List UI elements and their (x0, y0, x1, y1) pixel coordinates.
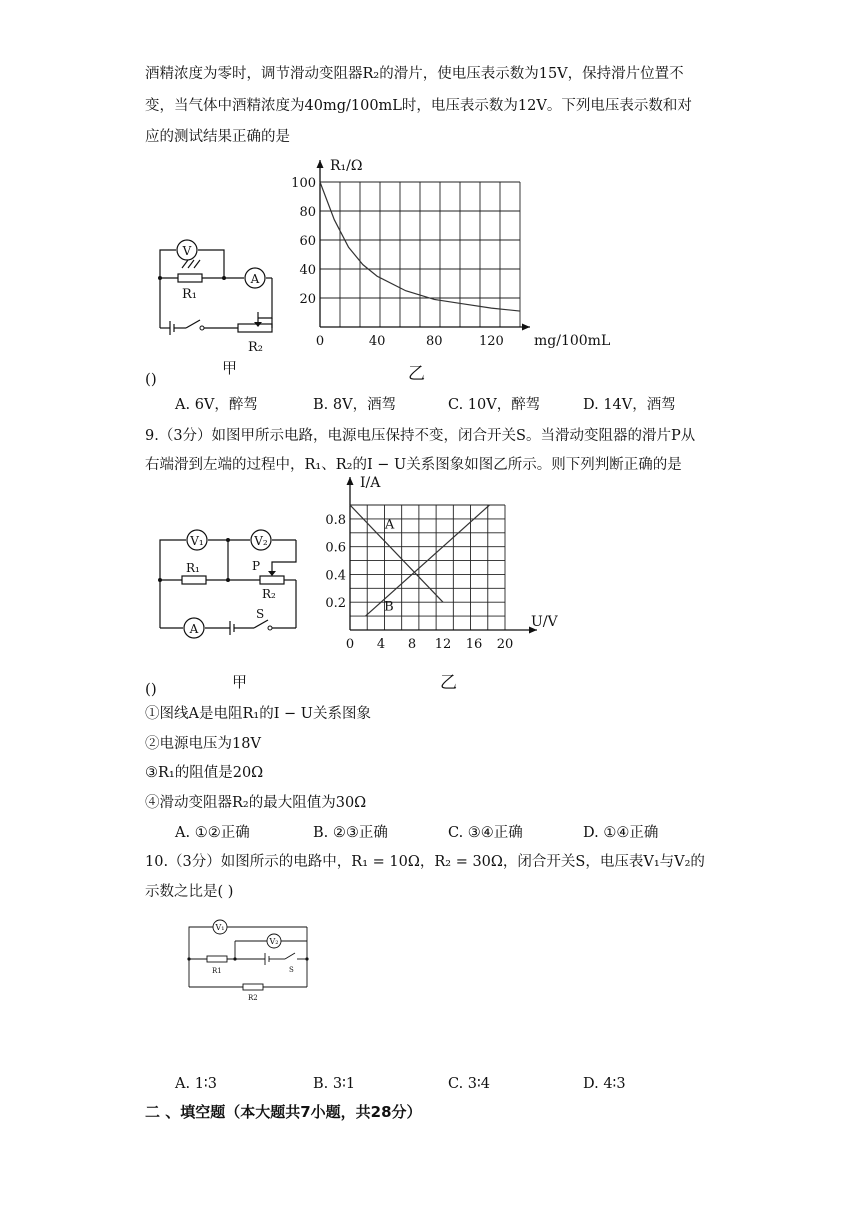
q8-option-d[interactable]: D. 14V，酒驾 (583, 397, 676, 413)
q9-line-2: 右端滑到左端的过程中，R₁、R₂的I − U关系图象如图乙所示。则下列判断正确的是 (145, 457, 682, 473)
q9-p-label: P (252, 559, 261, 573)
q9-option-b[interactable]: B. ②③正确 (313, 825, 388, 841)
q8-voltmeter-label: V (182, 244, 192, 258)
q8-circuit-diagram (150, 230, 290, 355)
q8-option-c[interactable]: C. 10V，醉驾 (448, 397, 541, 413)
q8-chart-y-axis-label: R₁/Ω (330, 158, 363, 174)
q9-chart-y-arrow (347, 477, 354, 485)
q9-chart-y-tick-label: 0.4 (325, 568, 346, 584)
q9-chart-y-tick-label: 0.6 (325, 540, 346, 556)
q9-option-d[interactable]: D. ①④正确 (583, 825, 659, 841)
q8-chart-y-tick-label: 60 (299, 234, 316, 249)
q10-option-a[interactable]: A. 1∶3 (175, 1076, 217, 1092)
q9-fig-jia-label: 甲 (232, 673, 248, 691)
q10-v2-label: V₂ (269, 937, 279, 946)
q8-answer-paren: () (145, 370, 157, 388)
q8-chart-y-tick-label: 100 (291, 176, 316, 191)
q9-chart-x-tick-label: 20 (496, 637, 514, 652)
q8-chart-y-tick-label: 80 (299, 205, 316, 220)
q9-circuit-diagram (150, 528, 310, 648)
q8-ammeter-label: A (250, 272, 260, 286)
q8-chart-x-tick-label: 0 (315, 334, 325, 349)
q8-line-3: 应的测试结果正确的是 (145, 129, 290, 145)
q8-chart (285, 152, 615, 352)
q8-chart-x-arrow (522, 324, 530, 331)
q8-chart-y-arrow (317, 160, 324, 168)
q8-line-1: 酒精浓度为零时，调节滑动变阻器R₂的滑片，使电压表示数为15V，保持滑片位置不 (145, 66, 684, 82)
q8-option-b[interactable]: B. 8V，酒驾 (313, 397, 397, 413)
q9-chart-x-tick-label: 4 (376, 637, 386, 652)
q9-answer-paren: () (145, 680, 157, 698)
q10-r2-label: R2 (248, 994, 258, 1002)
q9-r1-label: R₁ (186, 561, 200, 575)
q9-switch-label: S (256, 607, 265, 621)
q10-line-1: 10.（3分）如图所示的电路中，R₁ = 10Ω，R₂ = 30Ω，闭合开关S，电压表V₁与V₂的 (145, 854, 705, 870)
q10-switch-label: S (289, 966, 294, 974)
q9-chart-y-axis-label: I/A (360, 475, 381, 491)
q8-chart-y-tick-label: 20 (299, 292, 316, 307)
q9-statement-1: ①图线A是电阻R₁的I − U关系图象 (145, 706, 372, 722)
q9-chart-y-tick-label: 0.8 (325, 512, 346, 528)
q10-line-2: 示数之比是( ) (145, 884, 234, 900)
q9-v1-label: V₁ (190, 534, 204, 548)
q9-chart-x-tick-label: 16 (465, 637, 483, 652)
q8-r2-label: R₂ (248, 340, 263, 355)
q8-line-2: 变，当气体中酒精浓度为40mg/100mL时，电压表示数为12V。下列电压表示数和对 (145, 98, 692, 114)
q9-option-c[interactable]: C. ③④正确 (448, 825, 523, 841)
q9-line-1: 9.（3分）如图甲所示电路，电源电压保持不变，闭合开关S。当滑动变阻器的滑片P从 (145, 428, 696, 444)
q9-v2-label: V₂ (254, 534, 268, 548)
q10-circuit-diagram (185, 915, 315, 1005)
section-2-heading: 二 、填空题（本大题共7小题，共28分） (145, 1103, 422, 1121)
q10-option-b[interactable]: B. 3∶1 (313, 1076, 356, 1092)
q8-chart-x-tick-label: 80 (426, 334, 443, 349)
q9-ammeter-label: A (189, 622, 199, 636)
q8-chart-x-tick-label: 120 (479, 334, 504, 349)
q9-series-b-label: B (384, 599, 394, 615)
q9-r2-label: R₂ (262, 587, 276, 601)
q9-series-a-label: A (384, 517, 395, 533)
q9-statement-2: ②电源电压为18V (145, 736, 261, 752)
q8-chart-x-axis-label: mg/100mL (534, 333, 611, 349)
q10-option-c[interactable]: C. 3∶4 (448, 1076, 491, 1092)
q8-chart-x-tick-label: 40 (368, 334, 386, 349)
q10-option-d[interactable]: D. 4∶3 (583, 1076, 626, 1092)
q9-option-a[interactable]: A. ①②正确 (175, 825, 250, 841)
q9-chart-x-tick-label: 0 (345, 637, 355, 652)
q9-statement-4: ④滑动变阻器R₂的最大阻值为30Ω (145, 795, 367, 811)
q9-statement-3: ③R₁的阻值是20Ω (145, 765, 264, 781)
q9-chart (318, 475, 558, 668)
q8-r1-label: R₁ (182, 287, 197, 302)
q10-r1-label: R1 (212, 967, 222, 975)
q8-option-a[interactable]: A. 6V，醉驾 (175, 397, 258, 413)
q8-fig-yi-label: 乙 (408, 364, 425, 384)
q9-fig-yi-label: 乙 (440, 673, 457, 693)
q9-chart-x-tick-label: 12 (434, 637, 452, 652)
q9-chart-x-tick-label: 8 (407, 637, 417, 652)
q8-chart-y-tick-label: 40 (299, 263, 316, 278)
q9-chart-x-axis-label: U/V (531, 614, 558, 630)
q8-fig-jia-label: 甲 (222, 359, 238, 377)
q10-v1-label: V₁ (215, 923, 225, 932)
q9-chart-y-tick-label: 0.2 (325, 596, 346, 612)
